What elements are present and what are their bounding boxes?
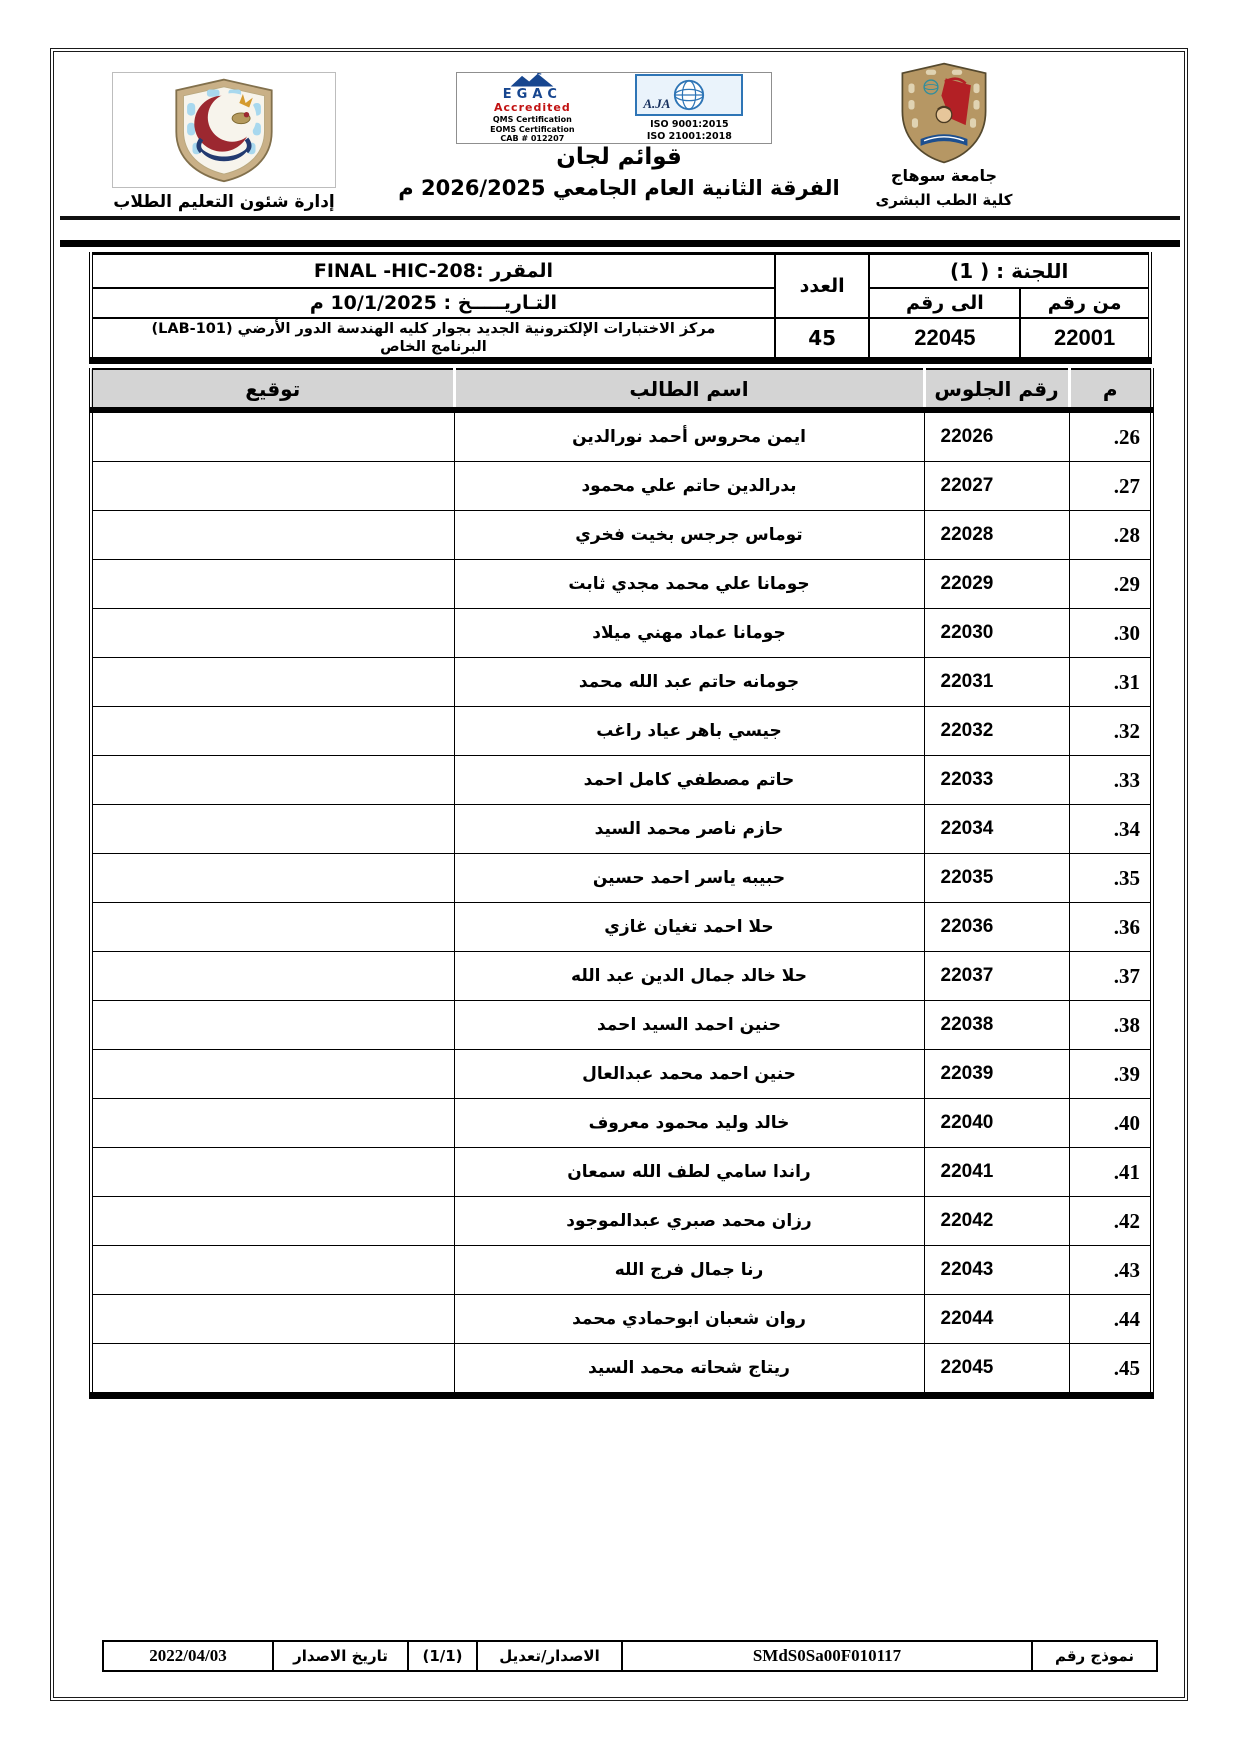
signature-cell: [91, 609, 454, 658]
signature-cell: [91, 1197, 454, 1246]
seat-number: 22033: [924, 756, 1069, 805]
row-number: 34.: [1069, 805, 1152, 854]
student-name: جومانا عماد مهني ميلاد: [454, 609, 924, 658]
column-header-signature: توقيع: [91, 369, 454, 410]
row-number: 33.: [1069, 756, 1152, 805]
student-name: ايمن محروس أحمد نورالدين: [454, 410, 924, 462]
table-row: [91, 1295, 1152, 1344]
student-name: بدرالدين حاتم علي محمود: [454, 462, 924, 511]
student-name: حلا احمد تغيان غازي: [454, 903, 924, 952]
table-row: [91, 707, 1152, 756]
signature-cell: [91, 952, 454, 1001]
egac-name-label: EGAC: [502, 87, 562, 103]
signature-cell: [91, 658, 454, 707]
row-number: 31.: [1069, 658, 1152, 707]
egac-cert-lines: [490, 115, 574, 143]
page-border: [50, 48, 1188, 1701]
egac-cert-line3: CAB # 012207: [500, 133, 565, 143]
signature-cell: [91, 1344, 454, 1396]
header-divider-thick: [60, 240, 1180, 247]
table-row: [91, 1246, 1152, 1295]
form-number-value-cell: SMdS0Sa00F010117: [622, 1641, 1032, 1671]
row-number: 30.: [1069, 609, 1152, 658]
row-number: 32.: [1069, 707, 1152, 756]
row-number: 36.: [1069, 903, 1152, 952]
to-number-label-cell: الى رقم: [869, 288, 1020, 318]
students-table: [89, 368, 1154, 1399]
egac-cert-line2: EOMS Certification: [490, 124, 575, 134]
sohag-university-logo-box: [880, 60, 1008, 166]
row-number: 37.: [1069, 952, 1152, 1001]
table-row: [91, 903, 1152, 952]
form-footer-wrap: [102, 1640, 1156, 1672]
accreditation-logos-box: [456, 72, 772, 144]
seat-number: 22045: [924, 1344, 1069, 1396]
students-table-header: [91, 369, 1152, 410]
student-name: جومانه حاتم عبد الله محمد: [454, 658, 924, 707]
signature-cell: [91, 1148, 454, 1197]
university-name-label: جامعة سوهاج: [890, 166, 998, 185]
signature-cell: [91, 1246, 454, 1295]
aja-globe-icon: [672, 78, 706, 112]
seat-number: 22044: [924, 1295, 1069, 1344]
seat-number: 22032: [924, 707, 1069, 756]
column-header-student-name: اسم الطالب: [454, 369, 924, 410]
table-row: [91, 410, 1152, 462]
seat-number: 22034: [924, 805, 1069, 854]
seat-number: 22027: [924, 462, 1069, 511]
row-number: 43.: [1069, 1246, 1152, 1295]
revision-label-cell: الاصدار/تعديل: [477, 1641, 622, 1671]
student-name: حاتم مصطفي كامل احمد: [454, 756, 924, 805]
iso-line1: ISO 9001:2015: [650, 118, 729, 130]
signature-cell: [91, 462, 454, 511]
row-number: 41.: [1069, 1148, 1152, 1197]
student-name: روان شعبان ابوحمادي محمد: [454, 1295, 924, 1344]
student-name: حبيبه ياسر احمد حسين: [454, 854, 924, 903]
table-row: [91, 1050, 1152, 1099]
seat-number: 22028: [924, 511, 1069, 560]
aja-frame: [635, 74, 743, 116]
issue-date-value-cell: 2022/04/03: [103, 1641, 273, 1671]
student-name: جيسي باهر عياد راغب: [454, 707, 924, 756]
exam-location-cell: [91, 318, 775, 361]
student-name: حازم ناصر محمد السيد: [454, 805, 924, 854]
seat-number: 22043: [924, 1246, 1069, 1295]
header-divider-line: [60, 216, 1180, 220]
seat-number: 22035: [924, 854, 1069, 903]
row-number: 26.: [1069, 410, 1152, 462]
student-name: حنين احمد محمد عبدالعال: [454, 1050, 924, 1099]
egac-accredited-label: Accredited: [494, 100, 571, 114]
header-row: [91, 369, 1152, 410]
table-row: [91, 1099, 1152, 1148]
count-label-cell: العدد: [775, 254, 870, 319]
info-row-1: [91, 254, 1150, 289]
info-row-2: [91, 288, 1150, 318]
egac-logo: [457, 73, 608, 143]
column-header-num: م: [1069, 369, 1152, 410]
committee-number-cell: اللجنة : ( 1): [869, 254, 1150, 289]
table-row: [91, 1001, 1152, 1050]
table-row: [91, 1344, 1152, 1396]
signature-cell: [91, 1099, 454, 1148]
table-row: [91, 854, 1152, 903]
table-row: [91, 756, 1152, 805]
form-number-label-cell: نموذج رقم: [1032, 1641, 1157, 1671]
student-name: رنا جمال فرج الله: [454, 1246, 924, 1295]
student-name: رزان محمد صبري عبدالموجود: [454, 1197, 924, 1246]
signature-cell: [91, 560, 454, 609]
row-number: 27.: [1069, 462, 1152, 511]
student-name: خالد وليد محمود معروف: [454, 1099, 924, 1148]
seat-number: 22041: [924, 1148, 1069, 1197]
table-row: [91, 1148, 1152, 1197]
info-row-3: [91, 318, 1150, 361]
student-name: توماس جرجس بخيت فخري: [454, 511, 924, 560]
seat-number: 22036: [924, 903, 1069, 952]
student-education-admin-label: إدارة شئون التعليم الطلاب: [113, 192, 335, 212]
table-row: [91, 609, 1152, 658]
egac-cert-line1: QMS Certification: [492, 115, 572, 125]
row-number: 45.: [1069, 1344, 1152, 1396]
table-row: [91, 658, 1152, 707]
seat-number: 22038: [924, 1001, 1069, 1050]
seat-number: 22037: [924, 952, 1069, 1001]
signature-cell: [91, 707, 454, 756]
footer-row: [103, 1641, 1157, 1671]
faculty-of-medicine-logo-box: [112, 72, 336, 188]
signature-cell: [91, 854, 454, 903]
student-name: راندا سامي لطف الله سمعان: [454, 1148, 924, 1197]
seat-number: 22029: [924, 560, 1069, 609]
signature-cell: [91, 1050, 454, 1099]
table-row: [91, 952, 1152, 1001]
revision-value-cell: (1/1): [408, 1641, 477, 1671]
document-title: قوائم لجان: [556, 144, 682, 170]
signature-cell: [91, 903, 454, 952]
committee-info-table-wrap: [89, 252, 1152, 364]
committee-info-table: [89, 252, 1152, 364]
count-value-cell: 45: [775, 318, 870, 361]
exam-date-cell: التـاريـــــخ : 10/1/2025 م: [91, 288, 775, 318]
row-number: 42.: [1069, 1197, 1152, 1246]
table-body: [91, 410, 1152, 1396]
document-subtitle: الفرقة الثانية العام الجامعي 2026/2025 م: [398, 176, 840, 200]
signature-cell: [91, 805, 454, 854]
exam-location-line2: البرنامج الخاص: [380, 339, 487, 355]
row-number: 38.: [1069, 1001, 1152, 1050]
table-row: [91, 462, 1152, 511]
seat-number: 22031: [924, 658, 1069, 707]
aja-name-label: A.JA: [643, 95, 671, 111]
students-table-wrap: [89, 368, 1152, 1399]
iso-certification-lines: [647, 119, 732, 143]
aja-logo: [608, 73, 771, 143]
student-name: ريتاج شحاته محمد السيد: [454, 1344, 924, 1396]
course-cell: المقرر :FINAL -HIC-208: [91, 254, 775, 289]
row-number: 44.: [1069, 1295, 1152, 1344]
student-name: جومانا علي محمد مجدي ثابت: [454, 560, 924, 609]
column-header-seat-number: رقم الجلوس: [924, 369, 1069, 410]
seat-number: 22039: [924, 1050, 1069, 1099]
faculty-name-label: كلية الطب البشرى: [875, 191, 1013, 209]
seat-number: 22030: [924, 609, 1069, 658]
signature-cell: [91, 1295, 454, 1344]
signature-cell: [91, 1001, 454, 1050]
egac-mountains-icon: [501, 73, 563, 87]
seat-number: 22026: [924, 410, 1069, 462]
iso-line2: ISO 21001:2018: [646, 130, 732, 142]
student-name: حلا خالد جمال الدين عبد الله: [454, 952, 924, 1001]
form-footer-table: [102, 1640, 1158, 1672]
from-number-label-cell: من رقم: [1020, 288, 1150, 318]
table-row: [91, 805, 1152, 854]
table-row: [91, 560, 1152, 609]
row-number: 39.: [1069, 1050, 1152, 1099]
signature-cell: [91, 511, 454, 560]
table-row: [91, 1197, 1152, 1246]
row-number: 35.: [1069, 854, 1152, 903]
from-number-value-cell: 22001: [1020, 318, 1150, 361]
issue-date-label-cell: تاريخ الاصدار: [273, 1641, 408, 1671]
row-number: 29.: [1069, 560, 1152, 609]
sohag-university-logo-icon: [889, 61, 999, 165]
signature-cell: [91, 410, 454, 462]
table-row: [91, 511, 1152, 560]
seat-number: 22040: [924, 1099, 1069, 1148]
row-number: 28.: [1069, 511, 1152, 560]
seat-number: 22042: [924, 1197, 1069, 1246]
row-number: 40.: [1069, 1099, 1152, 1148]
signature-cell: [91, 756, 454, 805]
to-number-value-cell: 22045: [869, 318, 1020, 361]
exam-location-line1: مركز الاختبارات الإلكترونية الجديد بجوار كليه الهندسة الدور الأرضي (LAB-101): [151, 320, 716, 337]
student-name: حنين احمد السيد احمد: [454, 1001, 924, 1050]
